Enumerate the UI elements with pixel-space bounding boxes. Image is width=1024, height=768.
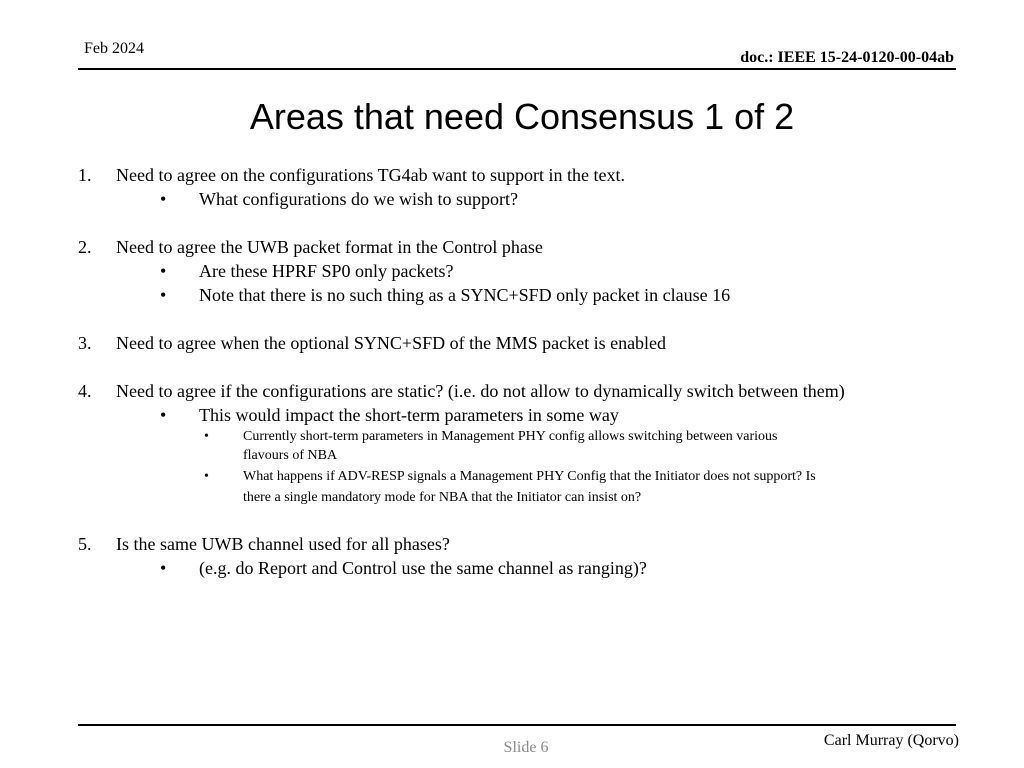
item-4-subbullet-2-line-2: there a single mandatory mode for NBA that the Initiator can insist on? <box>243 490 642 505</box>
item-3-number: 3. <box>78 333 92 353</box>
footer-divider <box>78 724 956 726</box>
item-2-number: 2. <box>78 237 92 257</box>
item-5-text: Is the same UWB channel used for all phases? <box>116 534 450 554</box>
slide-title: Areas that need Consensus 1 of 2 <box>249 96 795 137</box>
item-4-text: Need to agree if the configurations are static? (i.e. do not allow to dynamically switch between them) <box>116 381 845 401</box>
item-4-subbullet-1-line-2: flavours of NBA <box>243 448 338 463</box>
footer-author: Carl Murray (Qorvo) <box>823 732 959 749</box>
item-1-text: Need to agree on the configurations TG4ab want to support in the text. <box>116 165 626 185</box>
item-1-bullet-1-text: What configurations do we wish to support? <box>199 189 518 209</box>
item-4-number: 4. <box>78 381 92 401</box>
item-5-bullet-1-marker: • <box>160 558 167 578</box>
item-1-number: 1. <box>78 165 92 185</box>
item-2-bullet-2-text: Note that there is no such thing as a SYNC+SFD only packet in clause 16 <box>199 285 731 305</box>
item-2-bullet-1-marker: • <box>160 261 167 281</box>
slide-number: Slide 6 <box>503 739 549 756</box>
header-divider <box>78 68 956 70</box>
item-4-subbullet-2-marker: • <box>204 469 209 484</box>
item-4-subbullet-1-line-1: Currently short-term parameters in Management PHY config allows switching between various <box>243 429 778 444</box>
item-5-number: 5. <box>78 534 92 554</box>
item-2-bullet-2-marker: • <box>160 285 167 305</box>
item-4-bullet-1-marker: • <box>160 405 167 425</box>
document-id: doc.: IEEE 15-24-0120-00-04ab <box>740 49 954 66</box>
item-4-bullet-1-text: This would impact the short-term parameters in some way <box>199 405 619 425</box>
item-4-subbullet-1-marker: • <box>204 429 209 444</box>
item-2-text: Need to agree the UWB packet format in the Control phase <box>116 237 543 257</box>
item-5-bullet-1-text: (e.g. do Report and Control use the same channel as ranging)? <box>199 558 647 578</box>
header-date: Feb 2024 <box>84 40 144 57</box>
item-2-bullet-1-text: Are these HPRF SP0 only packets? <box>199 261 454 281</box>
item-3-text: Need to agree when the optional SYNC+SFD of the MMS packet is enabled <box>116 333 667 353</box>
item-4-subbullet-2-line-1: What happens if ADV-RESP signals a Management PHY Config that the Initiator does not support? Is <box>243 469 816 484</box>
item-1-bullet-1-marker: • <box>160 189 167 209</box>
